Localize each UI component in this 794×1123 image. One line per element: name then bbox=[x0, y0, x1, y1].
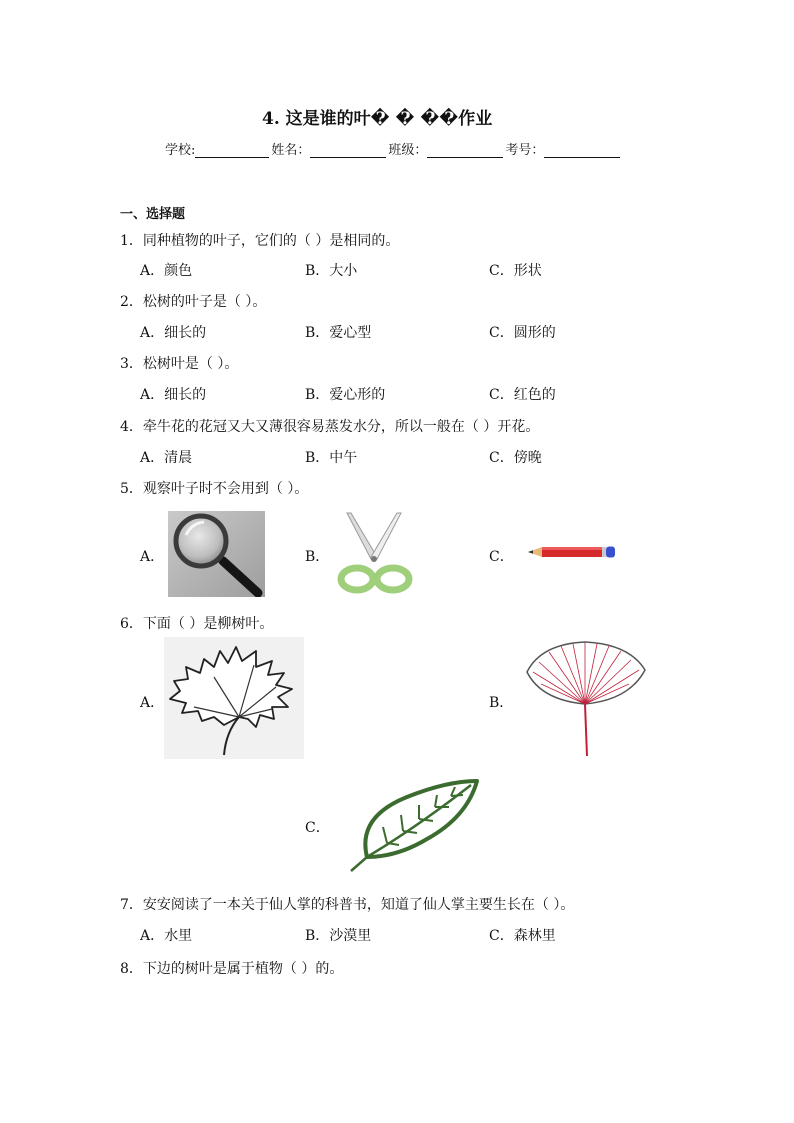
class-blank[interactable] bbox=[427, 143, 503, 158]
q5-option-b[interactable]: B． bbox=[305, 549, 330, 565]
name-label: 姓名： bbox=[271, 143, 311, 158]
q2-option-c[interactable]: C．圆形的 bbox=[489, 325, 556, 341]
q4-option-a[interactable]: A．清晨 bbox=[140, 450, 193, 466]
q3-option-b[interactable]: B．爱心形的 bbox=[305, 387, 386, 403]
name-blank[interactable] bbox=[310, 143, 386, 158]
maple-leaf-icon[interactable] bbox=[164, 637, 304, 759]
q3-option-c[interactable]: C．红色的 bbox=[489, 387, 556, 403]
question-1: 1．同种植物的叶子，它们的（ ）是相同的。 bbox=[120, 233, 400, 249]
q1-option-a[interactable]: A．颜色 bbox=[140, 263, 193, 279]
q5-option-c[interactable]: C． bbox=[489, 549, 514, 565]
question-4: 4．牵牛花的花冠又大又薄很容易蒸发水分，所以一般在（ ）开花。 bbox=[120, 419, 540, 435]
q7-option-a[interactable]: A．水里 bbox=[140, 928, 193, 944]
exam-number-blank[interactable] bbox=[544, 143, 620, 158]
q5-option-a[interactable]: A． bbox=[140, 549, 165, 565]
question-7: 7．安安阅读了一本关于仙人掌的科普书，知道了仙人掌主要生长在（ ）。 bbox=[120, 897, 575, 913]
section-heading: 一、选择题 bbox=[120, 207, 186, 222]
pencil-icon[interactable] bbox=[528, 544, 616, 560]
q4-option-b[interactable]: B．中午 bbox=[305, 450, 358, 466]
question-6: 6．下面（ ）是柳树叶。 bbox=[120, 616, 274, 632]
scissors-icon[interactable] bbox=[335, 511, 415, 597]
q6-option-c[interactable]: C． bbox=[305, 820, 330, 836]
q2-option-a[interactable]: A．细长的 bbox=[140, 325, 207, 341]
q1-option-b[interactable]: B．大小 bbox=[305, 263, 358, 279]
q6-option-a[interactable]: A． bbox=[140, 695, 165, 711]
q6-option-b[interactable]: B． bbox=[489, 695, 514, 711]
q4-option-c[interactable]: C．傍晚 bbox=[489, 450, 542, 466]
exam-number-label: 考号： bbox=[505, 143, 545, 158]
question-3: 3．松树叶是（ ）。 bbox=[120, 356, 239, 372]
q7-option-b[interactable]: B．沙漠里 bbox=[305, 928, 372, 944]
student-info bbox=[165, 139, 622, 158]
q7-option-c[interactable]: C．森林里 bbox=[489, 928, 556, 944]
question-5: 5．观察叶子时不会用到（ ）。 bbox=[120, 481, 309, 497]
q2-option-b[interactable]: B．爱心型 bbox=[305, 325, 372, 341]
page-title: 4. 这是谁的叶� � ��作业 bbox=[262, 109, 493, 129]
school-blank[interactable] bbox=[195, 143, 269, 158]
question-2: 2．松树的叶子是（ ）。 bbox=[120, 294, 267, 310]
school-label: 学校: bbox=[165, 143, 196, 158]
question-8: 8．下边的树叶是属于植物（ ）的。 bbox=[120, 961, 344, 977]
q1-option-c[interactable]: C．形状 bbox=[489, 263, 542, 279]
magnifier-icon[interactable] bbox=[168, 511, 265, 597]
q3-option-a[interactable]: A．细长的 bbox=[140, 387, 207, 403]
willow-leaf-icon[interactable] bbox=[347, 777, 481, 875]
class-label: 班级： bbox=[388, 143, 428, 158]
ginkgo-leaf-icon[interactable] bbox=[521, 640, 649, 758]
